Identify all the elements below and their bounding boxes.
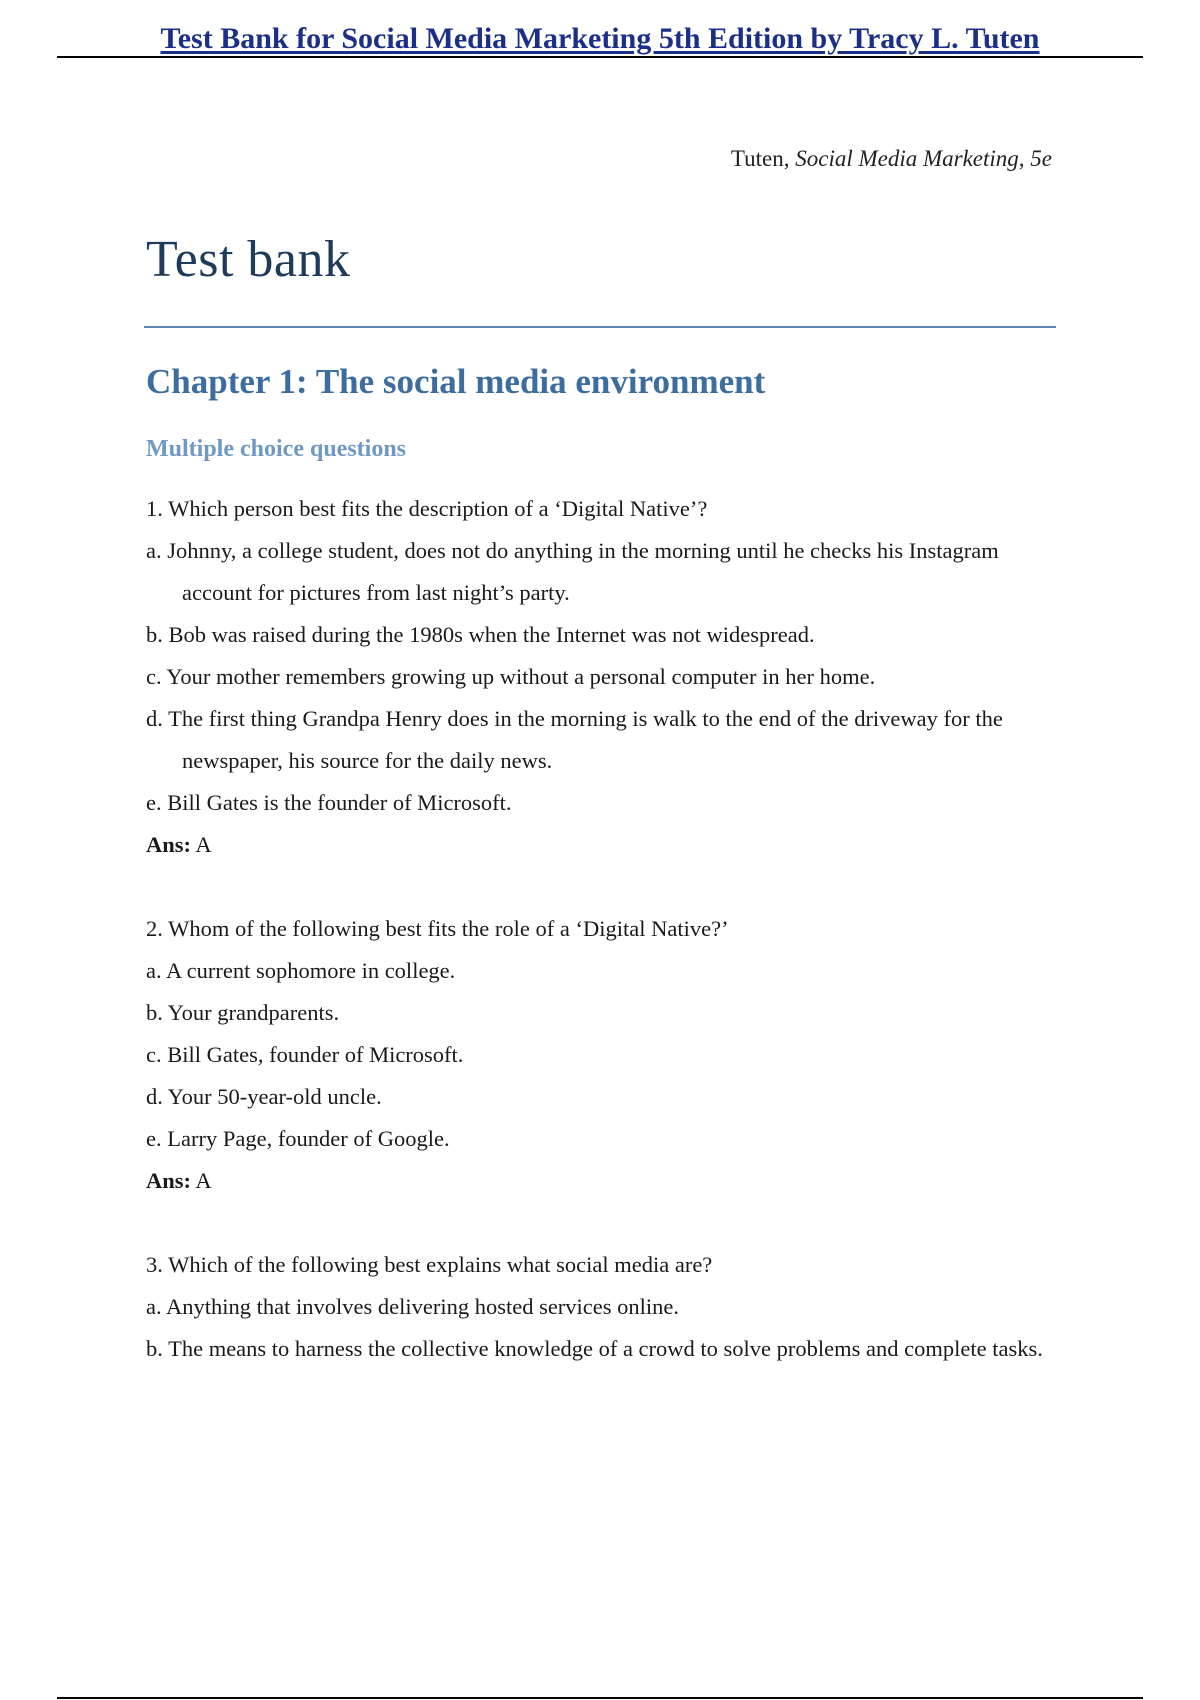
question-stem: 1. Which person best fits the description of a ‘Digital Native’? bbox=[146, 496, 708, 521]
answer-option: b. The means to harness the collective knowledge of a crowd to solve problems and complete tasks. bbox=[146, 1336, 1043, 1361]
question-3 bbox=[146, 1244, 1056, 1370]
answer-label: Ans: bbox=[146, 1168, 192, 1193]
question-1 bbox=[146, 488, 1056, 866]
answer-option: c. Bill Gates, founder of Microsoft. bbox=[146, 1042, 464, 1067]
answer-option: a. A current sophomore in college. bbox=[146, 958, 456, 983]
answer-option: d. The first thing Grandpa Henry does in the morning is walk to the end of the driveway for the newspaper, his source for the daily news. bbox=[146, 706, 1003, 773]
question-stem: 2. Whom of the following best fits the role of a ‘Digital Native?’ bbox=[146, 916, 729, 941]
answer-option: e. Larry Page, founder of Google. bbox=[146, 1126, 450, 1151]
answer-label: Ans: bbox=[146, 832, 192, 857]
section-heading: Multiple choice questions bbox=[146, 436, 407, 462]
banner-title: Test Bank for Social Media Marketing 5th Edition by Tracy L. Tuten bbox=[160, 22, 1040, 55]
answer-option: c. Your mother remembers growing up without a personal computer in her home. bbox=[146, 664, 876, 689]
answer-value: A bbox=[191, 832, 212, 857]
question-list bbox=[146, 488, 1056, 1412]
chapter-heading: Chapter 1: The social media environment bbox=[146, 362, 766, 401]
footer-divider bbox=[57, 1697, 1143, 1699]
answer-value: A bbox=[191, 1168, 212, 1193]
running-head bbox=[731, 146, 1052, 172]
answer-option: b. Your grandparents. bbox=[146, 1000, 340, 1025]
question-stem: 3. Which of the following best explains what social media are? bbox=[146, 1252, 713, 1277]
answer-key bbox=[146, 1160, 1056, 1202]
document-title: Test bank bbox=[146, 231, 351, 288]
answer-option: a. Johnny, a college student, does not do anything in the morning until he checks his Instagram account for pictures from last night’s party. bbox=[146, 538, 999, 605]
running-head-book: Social Media Marketing, 5e bbox=[795, 146, 1052, 171]
page-banner bbox=[57, 18, 1143, 58]
question-2 bbox=[146, 908, 1056, 1202]
running-head-author: Tuten, bbox=[730, 146, 796, 171]
answer-key bbox=[146, 824, 1056, 866]
answer-option: d. Your 50-year-old uncle. bbox=[146, 1084, 382, 1109]
answer-option: e. Bill Gates is the founder of Microsoft. bbox=[146, 790, 512, 815]
answer-option: b. Bob was raised during the 1980s when the Internet was not widespread. bbox=[146, 622, 815, 647]
title-divider bbox=[144, 326, 1056, 328]
answer-option: a. Anything that involves delivering hosted services online. bbox=[146, 1294, 680, 1319]
